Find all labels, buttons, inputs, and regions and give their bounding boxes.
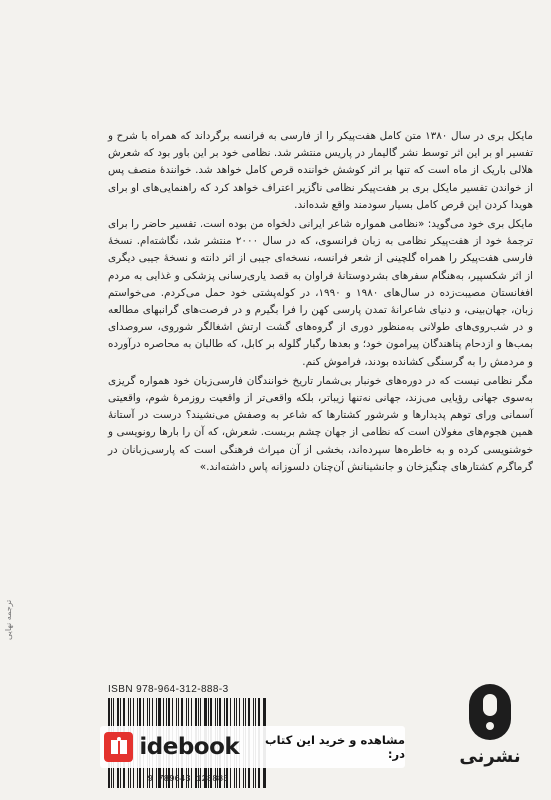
publisher-block [455,684,525,767]
idebook-watermark[interactable] [100,726,405,768]
barcode-digits: 9 789643 128883 [147,774,229,784]
idebook-tagline: مشاهده و خرید این کتاب در: [265,733,405,761]
publisher-logo-icon [469,684,511,740]
idebook-logo-icon [104,732,133,762]
blurb-paragraph-1: مایکل بری در سال ۱۳۸۰ متن کامل هفت‌پیکر را از فارسی به فرانسه برگرداند که همراه با شرح و تفسیر او بر این اثر توسط نشر گالیمار در پاریس منتشر شد. نظامی خود بر این باور بود که شعرش هلالی باریک از ماه است که تنها بر اثر کوشش خواننده قرص کامل خواهد شد. خوانندهٔ منصف پس از خواندن تفسیر مایکل بری بر هفت‌پیکر نظامی ناگزیر اعتراف خواهد کرد که راهنمایی‌های او برای هویدا کردن این قرص کامل بسیار سودمند واقع شده‌اند. [108,130,533,211]
blurb-paragraph-3: مگر نظامی نیست که در دوره‌های خونبار بی‌شمار تاریخ خوانندگان فارسی‌زبان خود همواره گریزی به‌سوی جهانی رؤیایی می‌زند، جهانی نه‌تنها زیباتر، بلکه واقعی‌تر از واقعیت روزمرهٔ شوم، واقعیتی آسمانی ورای توهم پدیدارها و شرشور کشتارها که شاعر به وصفش می‌نشیند؟ درست در آستانهٔ همین هجوم‌های مغولان است که نظامی از جهان چشم بربست. شعرش، که آن را بارها رونویسی و خوشنویسی کرده و به خاطره‌ها سپرده‌اند، بخشی از آن میراث فرهنگی است که پارسی‌زبانان در گرماگرم کشتارهای چنگیزخان و جانشینانش آن‌چنان دلسوزانه پاس داشته‌اند.» [108,374,533,473]
isbn-number: ISBN 978-964-312-888-3 [108,684,229,695]
idebook-brand-name: idebook [139,734,240,760]
blurb-paragraph-2: مایکل بری خود می‌گوید: «نظامی همواره شاعر ایرانی دلخواه من بوده است. تفسیر حاضر را برای ترجمهٔ خود از هفت‌پیکر نظامی به زبان فرانسوی، که در سال ۲۰۰۰ منتشر شد، نگاشته‌ام. نسخهٔ فارسی هفت‌پیکر را همراه گلچینی از شعر فرانسه، نسخه‌ای جیبی از اثر دانته و نسخهٔ جیبی دیگری از اثر شکسپیر، به‌هنگام سفرهای بشردوستانهٔ فراوان به قصد یاری‌رسانی پزشکی و غذایی به مردم افغانستان مصیبت‌زده در سال‌های ۱۹۸۰ و ۱۹۹۰، در کوله‌پشتی خود حمل می‌کردم. می‌خواستم زبان، جهان‌بینی، و دنیای شاعرانهٔ تمدن پارسی کهن را فرا بگیرم و در فرصت‌های گرانبهای مطالعه و در شب‌روی‌های طولانی به‌منظور دوری از گروه‌های گشت ارتش اشغالگر شوروی، سروصدای بمب‌ها و ازدحام پناهندگان پیرامون خود؛ و بعدها رگبار گلوله بر کابل، که طالبان به محاصره درآورده و مردمش را به گرسنگی کشانده بودند، فراموش کنم. [108,218,533,368]
publisher-name: نشرنی [459,746,521,767]
spine-side-text: ترجمه نهایی [4,599,13,640]
blurb-text [108,128,533,478]
